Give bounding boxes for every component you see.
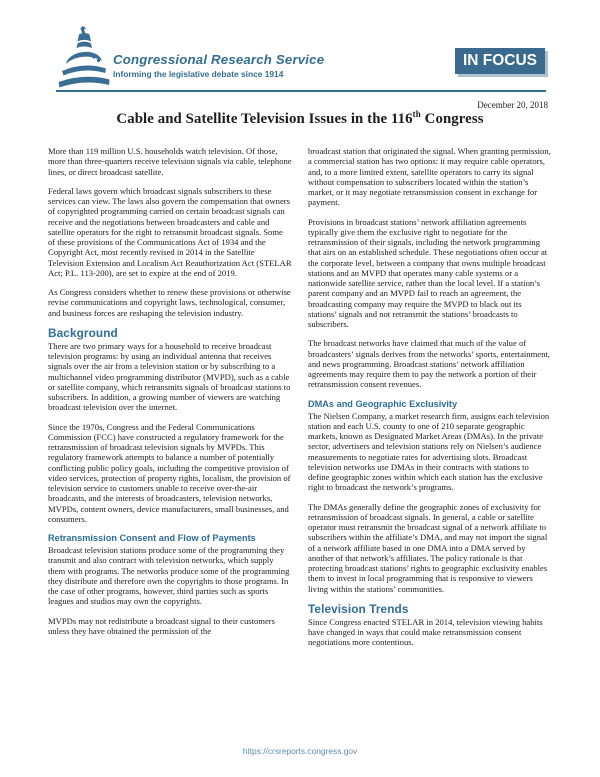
left-column <box>48 146 292 738</box>
in-focus-badge <box>455 48 545 74</box>
paragraph: Since the 1970s, Congress and the Federal Communications Commission (FCC) have constructed a regulatory framework for the retransmission of broadcast television signals by MVPDs. This regulatory framework attempts to balance a number of potentially conflicting public policy goals, including the competitive provision of video services, protection of property rights, localism, the provision of television service to customers unable to receive over-the-air broadcasts, and the interests of broadcasters, television networks, MVPDs, content owners, device manufacturers, small businesses, and consumers. <box>48 421 291 524</box>
paragraph: MVPDs may not redistribute a broadcast signal to their customers unless they have obtained the permission of the <box>48 615 275 636</box>
subsection-heading-retransmission: Retransmission Consent and Flow of Payments <box>48 533 256 543</box>
paragraph: As Congress considers whether to renew these provisions or otherwise revise communications and copyright laws, technological, consumer, and business forces are reshaping the television industry. <box>48 287 291 318</box>
paragraph: The DMAs generally define the geographic zones of exclusivity for retransmission of broadcast signals. In general, a cable or satellite operator must retransmit the broadcast signal of a network affiliate to subscribers within the affiliate’s DMA, and may not import the signal of a network affiliate based in one DMA into a DMA served by another of that network’s affiliates. The policy rationale is that protecting broadcast stations’ rights to geographic exclusivity enables them to invest in local programming that is responsive to viewers living within the stations’ communities. <box>308 501 548 594</box>
report-body <box>48 146 552 738</box>
in-focus-badge-label: IN FOCUS <box>462 52 538 69</box>
subsection-heading-dmas: DMAs and Geographic Exclusivity <box>308 398 458 409</box>
report-title-prefix: Cable and Satellite Television Issues in the 116 <box>116 111 413 127</box>
section-heading-background: Background <box>48 325 118 340</box>
paragraph: Provisions in broadcast stations’ network affiliation agreements typically give them the exclusive right to negotiate for the retransmission of their signals, including the network programming that airs on an established schedule. These negotiations often occur at the corporate level, between a company that owns multiple broadcast stations and an MVPD that operates many cable systems or a nationwide satellite service, rather than the local level. If a station’s parent company and an MVPD fail to reach an agreement, the broadcasting company may require the MVPD to black out its stations’ signals and not retransmit the stations’ broadcasts to subscribers. <box>308 216 548 329</box>
section-heading-television-trends: Television Trends <box>308 601 409 616</box>
paragraph: More than 119 million U.S. households watch television. Of those, more than three-quarters receive television signals via cable, telephone lines, or direct broadcast satellite. <box>48 146 292 177</box>
report-title-superscript: th <box>412 109 421 120</box>
capitol-dome-icon <box>57 26 111 92</box>
paragraph: Since Congress enacted STELAR in 2014, television viewing habits have changed in ways that could make retransmission consent negotiations more contentious. <box>308 616 543 648</box>
report-title <box>0 111 600 128</box>
page-footer <box>0 741 600 759</box>
crs-wordmark <box>113 52 413 79</box>
right-column <box>308 146 552 738</box>
org-name: Congressional Research Service <box>113 52 325 67</box>
report-date: December 20, 2018 <box>477 100 548 110</box>
paragraph: broadcast station that originated the signal. When granting permission, a commercial station has two options: it may require cable operators, and, to a more limited extent, satellite operators to carry its signal without compensation to subscribers located within the station’s market, or it may negotiate retransmission consent in exchange for payment. <box>308 146 551 208</box>
paragraph: Broadcast television stations produce some of the programming they transmit and also contract with television networks, which supply them with programs. The networks produce some of the programming they distribute and therefore own the copyrights to those programs. In the case of other programs, however, third parties such as sports leagues and studios may own the copyrights. <box>48 545 290 607</box>
footer-url-link[interactable]: https://crsreports.congress.gov <box>242 746 358 756</box>
paragraph: The broadcast networks have claimed that much of the value of broadcasters’ signals derives from the networks’ sports, entertainment, and news programming. Broadcast stations’ network affiliation agreements may require them to pay the network a portion of their retransmission consent revenues. <box>308 338 550 390</box>
report-title-suffix: Congress <box>420 111 484 127</box>
paragraph: The Nielsen Company, a market research firm, assigns each television station and each U.S. county to one of 210 separate geographic markets, known as Designated Market Areas (DMAs). In the private sector, advertisers and television stations rely on Nielsen’s audience measurements to negotiate rates for advertising slots. Broadcast television networks use DMAs in their contracts with stations to define geographic zones within which each station has the exclusive right to broadcast the network’s programs. <box>308 410 550 493</box>
paragraph: Federal laws govern which broadcast signals subscribers to these services can view. The laws also govern the compensation that owners of copyrighted programming carried on certain broadcast signals can receive and the negotiations between broadcasters and cable and satellite operators for the right to retransmit broadcast signals. Some of these provisions of the Communications Act of 1934 and the Copyright Act, most recently revised in 2014 in the Satellite Television Extension and Localism Act Reauthorization Act (STELAR Act; P.L. 113-200), are set to expire at the end of 2019. <box>48 185 292 278</box>
header-divider <box>56 90 546 92</box>
paragraph: There are two primary ways for a household to receive broadcast television programs: by using an individual antenna that receives signals over the air from a television station or by subscribing to a multichannel video programming distributor (MVPD), such as a cable or satellite company, which retransmits signals of broadcast stations to subscribers. In addition, a growing number of viewers are watching broadcast television over the internet. <box>48 340 291 413</box>
org-tagline: Informing the legislative debate since 1914 <box>113 69 284 79</box>
